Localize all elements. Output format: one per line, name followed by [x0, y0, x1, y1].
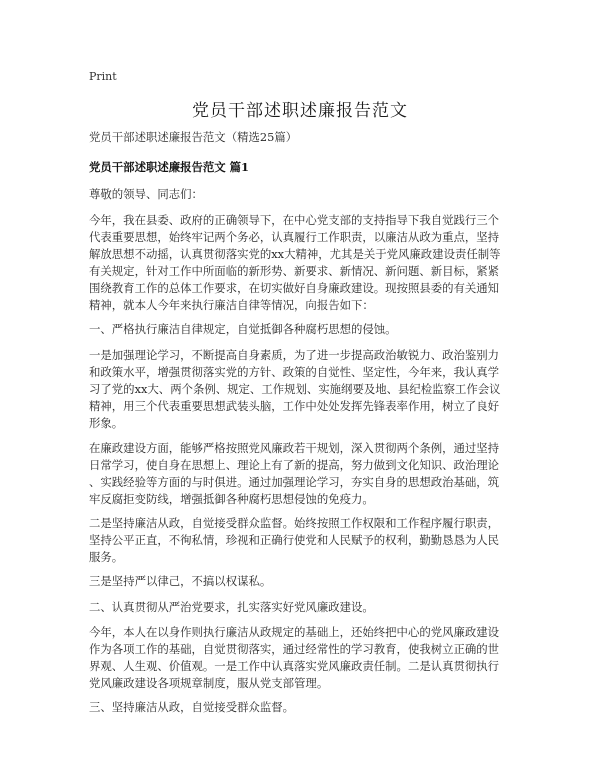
paragraph-line: 有关规定，针对工作中所面临的新形势、新要求、新情况、新问题、新目标，紧紧	[89, 264, 500, 278]
greeting: 尊敬的领导、同志们：	[89, 187, 203, 201]
paragraph-line: 作为各项工作的基础，自觉贯彻落实，通过经常性的学习教育，使我树立正确的世	[89, 642, 500, 656]
paragraph-line: 围绕教育工作的总体工作要求，在切实做好自身廉政建设。现按照县委的有关通知	[89, 281, 500, 295]
paragraph-line: 日常学习，使自身在思想上、理论上有了新的提高，努力做到文化知识、政治理论	[89, 458, 500, 472]
paragraph-line: 今年，我在县委、政府的正确领导下，在中心党支部的支持指导下我自觉践行三个	[89, 213, 500, 227]
paragraph-line: 精神，用三个代表重要思想武装头脑，工作中处处发挥先锋表率作用，树立了良好	[89, 399, 500, 413]
paragraph-line: 党风廉政建设各项规章制度，服从党支部管理。	[89, 676, 329, 690]
print-label: Print	[89, 70, 117, 83]
paragraph-line: 牢反腐拒变防线，增强抵御各种腐朽思想侵蚀的免疫力。	[89, 492, 374, 506]
paragraph-line: 三是坚持严以律己，不搞以权谋私。	[89, 574, 272, 588]
page-title: 党员干部述职述廉报告范文	[192, 101, 408, 121]
paragraph-line: 习了党的xx大、两个条例、规定、工作规划、实施纲要及地、县纪检监察工作会议	[89, 382, 501, 396]
section-subheading: 二、认真贯彻从严治党要求，扎实落实好党风廉政建设。	[89, 600, 374, 614]
paragraph-line: 精神，就本人今年来执行廉洁自律等情况，向报告如下：	[89, 298, 374, 312]
paragraph-line: 和政策水平，增强贯彻落实党的方针、政策的自觉性、坚定性，今年来，我认真学	[89, 365, 500, 379]
paragraph-line: 坚持公平正直，不徇私情，珍视和正确行使党和人民赋予的权利，勤勤恳恳为人民	[89, 533, 500, 547]
paragraph-line: 今年，本人在以身作则执行廉洁从政规定的基础上，还始终把中心的党风廉政建设	[89, 625, 500, 639]
section-subheading: 一、严格执行廉洁自律规定，自觉抵御各种腐朽思想的侵蚀。	[89, 322, 397, 336]
paragraph-line: 界观、人生观、价值观。一是工作中认真落实党风廉政责任制。二是认真贯彻执行	[89, 659, 500, 673]
paragraph-line: 在廉政建设方面，能够严格按照党风廉政若干规划，深入贯彻两个条例，通过坚持	[89, 441, 500, 455]
section-heading: 党员干部述职述廉报告范文 篇1	[89, 160, 249, 174]
paragraph-line: 解放思想不动摇，认真贯彻落实党的xx大精神，尤其是关于党风廉政建设责任制等	[89, 247, 501, 261]
paragraph-line: 代表重要思想，始终牢记两个务必，认真履行工作职责，以廉洁从政为重点，坚持	[89, 230, 500, 244]
paragraph-line: 二是坚持廉洁从政，自觉接受群众监督。始终按照工作权限和工作程序履行职责，	[89, 516, 500, 530]
paragraph-line: 、实践经验等方面的与时俱进。通过加强理论学习，夯实自身的思想政治基础，筑	[89, 475, 500, 489]
subtitle: 党员干部述职述廉报告范文（精选25篇）	[89, 130, 298, 144]
paragraph-line: 服务。	[89, 550, 124, 564]
paragraph-line: 形象。	[89, 416, 124, 430]
section-subheading: 三、坚持廉洁从政，自觉接受群众监督。	[89, 700, 295, 714]
paragraph-line: 一是加强理论学习，不断提高自身素质，为了进一步提高政治敏锐力、政治鉴别力	[89, 348, 500, 362]
